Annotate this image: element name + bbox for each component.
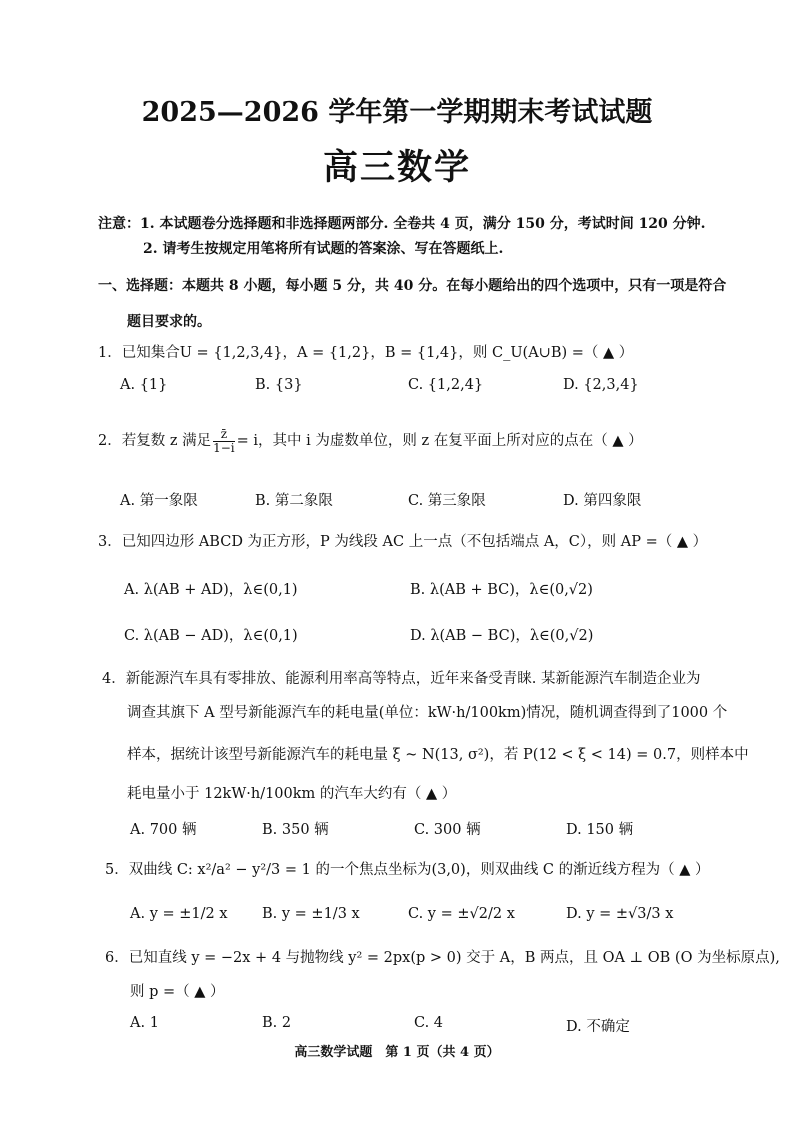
fraction-denominator: 1−i bbox=[213, 440, 235, 455]
question-5-stem: 5．双曲线 C: x²/a² − y²/3 = 1 的一个焦点坐标为(3,0)，则双曲线 C 的渐近线方程为（ ▲ ） bbox=[105, 862, 710, 878]
notes-line-2: 2. 请考生按规定用笔将所有试题的答案涂、写在答题纸上. bbox=[143, 241, 504, 257]
section-heading-cont: 题目要求的。 bbox=[127, 314, 211, 330]
question-2-option-a: A. 第一象限 bbox=[120, 493, 198, 509]
question-2-stem-pre: 2．若复数 z 满足 bbox=[98, 433, 212, 450]
notes-text-1: 1. 本试题卷分选择题和非选择题两部分. 全卷共 4 页，满分 150 分，考试时间 120 分钟. bbox=[140, 216, 706, 232]
page-footer: 高三数学试题 第 1 页（共 4 页） bbox=[294, 1045, 500, 1060]
exam-title: 2025—2026 学年第一学期期末考试试题 bbox=[141, 97, 653, 128]
question-2-option-d: D. 第四象限 bbox=[563, 493, 642, 509]
question-5-option-a: A. y = ±1/2 x bbox=[130, 906, 228, 922]
question-2-stem-post: = i，其中 i 为虚数单位，则 z 在复平面上所对应的点在（ ▲ ） bbox=[236, 433, 643, 450]
question-6-line-2: 则 p =（ ▲ ） bbox=[130, 984, 225, 1000]
question-4-option-c: C. 300 辆 bbox=[414, 822, 481, 838]
question-1-option-d: D. {2,3,4} bbox=[563, 377, 639, 393]
question-6-option-c: C. 4 bbox=[414, 1015, 444, 1031]
question-3-option-a: A. λ(AB + AD)，λ∈(0,1) bbox=[124, 582, 298, 598]
question-4-option-b: B. 350 辆 bbox=[262, 822, 329, 838]
question-1-option-b: B. {3} bbox=[255, 377, 303, 393]
question-4-option-a: A. 700 辆 bbox=[130, 822, 197, 838]
fraction-numerator: z̄ bbox=[213, 428, 235, 442]
question-2-stem bbox=[98, 428, 643, 454]
question-2-option-b: B. 第二象限 bbox=[255, 493, 333, 509]
question-1-option-c: C. {1,2,4} bbox=[408, 377, 484, 393]
question-3-option-c: C. λ(AB − AD)，λ∈(0,1) bbox=[124, 628, 298, 644]
question-2-fraction bbox=[213, 428, 235, 454]
question-4-line-1: 4．新能源汽车具有零排放、能源利用率高等特点，近年来备受青睐. 某新能源汽车制造企业为 bbox=[102, 671, 701, 687]
question-2-option-c: C. 第三象限 bbox=[408, 493, 486, 509]
question-5-option-b: B. y = ±1/3 x bbox=[262, 906, 360, 922]
question-6-option-b: B. 2 bbox=[262, 1015, 292, 1031]
question-5-option-c: C. y = ±√2/2 x bbox=[408, 906, 515, 922]
question-4-line-2: 调查其旗下 A 型号新能源汽车的耗电量(单位：kW·h/100km)情况，随机调查得到了1000 个 bbox=[127, 705, 728, 721]
question-4-option-d: D. 150 辆 bbox=[566, 822, 634, 838]
question-3-stem: 3．已知四边形 ABCD 为正方形，P 为线段 AC 上一点（不包括端点 A，C），则 AP =（ ▲ ） bbox=[98, 534, 708, 550]
question-3-option-b: B. λ(AB + BC)，λ∈(0,√2) bbox=[410, 582, 593, 598]
question-6-option-d: D. 不确定 bbox=[566, 1019, 630, 1035]
question-5-option-d: D. y = ±√3/3 x bbox=[566, 906, 674, 922]
notes-line-1 bbox=[98, 213, 706, 233]
section-heading: 一、选择题：本题共 8 小题，每小题 5 分，共 40 分。在每小题给出的四个选项中，只有一项是符合 bbox=[98, 278, 727, 294]
question-6-option-a: A. 1 bbox=[130, 1015, 159, 1031]
question-6-line-1: 6．已知直线 y = −2x + 4 与抛物线 y² = 2px(p > 0) 交于 A，B 两点，且 OA ⊥ OB (O 为坐标原点), bbox=[105, 950, 780, 966]
question-4-line-4: 耗电量小于 12kW·h/100km 的汽车大约有（ ▲ ） bbox=[127, 786, 457, 802]
exam-subject: 高三数学 bbox=[322, 147, 471, 188]
question-1-stem: 1．已知集合U = {1,2,3,4}，A = {1,2}，B = {1,4}，则 C_U(A∪B) =（ ▲ ） bbox=[98, 345, 634, 361]
question-1-option-a: A. {1} bbox=[120, 377, 168, 393]
question-3-option-d: D. λ(AB − BC)，λ∈(0,√2) bbox=[410, 628, 594, 644]
notes-label: 注意： bbox=[98, 216, 140, 232]
question-4-line-3: 样本，据统计该型号新能源汽车的耗电量 ξ ~ N(13, σ²)，若 P(12 < ξ < 14) = 0.7，则样本中 bbox=[127, 747, 749, 763]
